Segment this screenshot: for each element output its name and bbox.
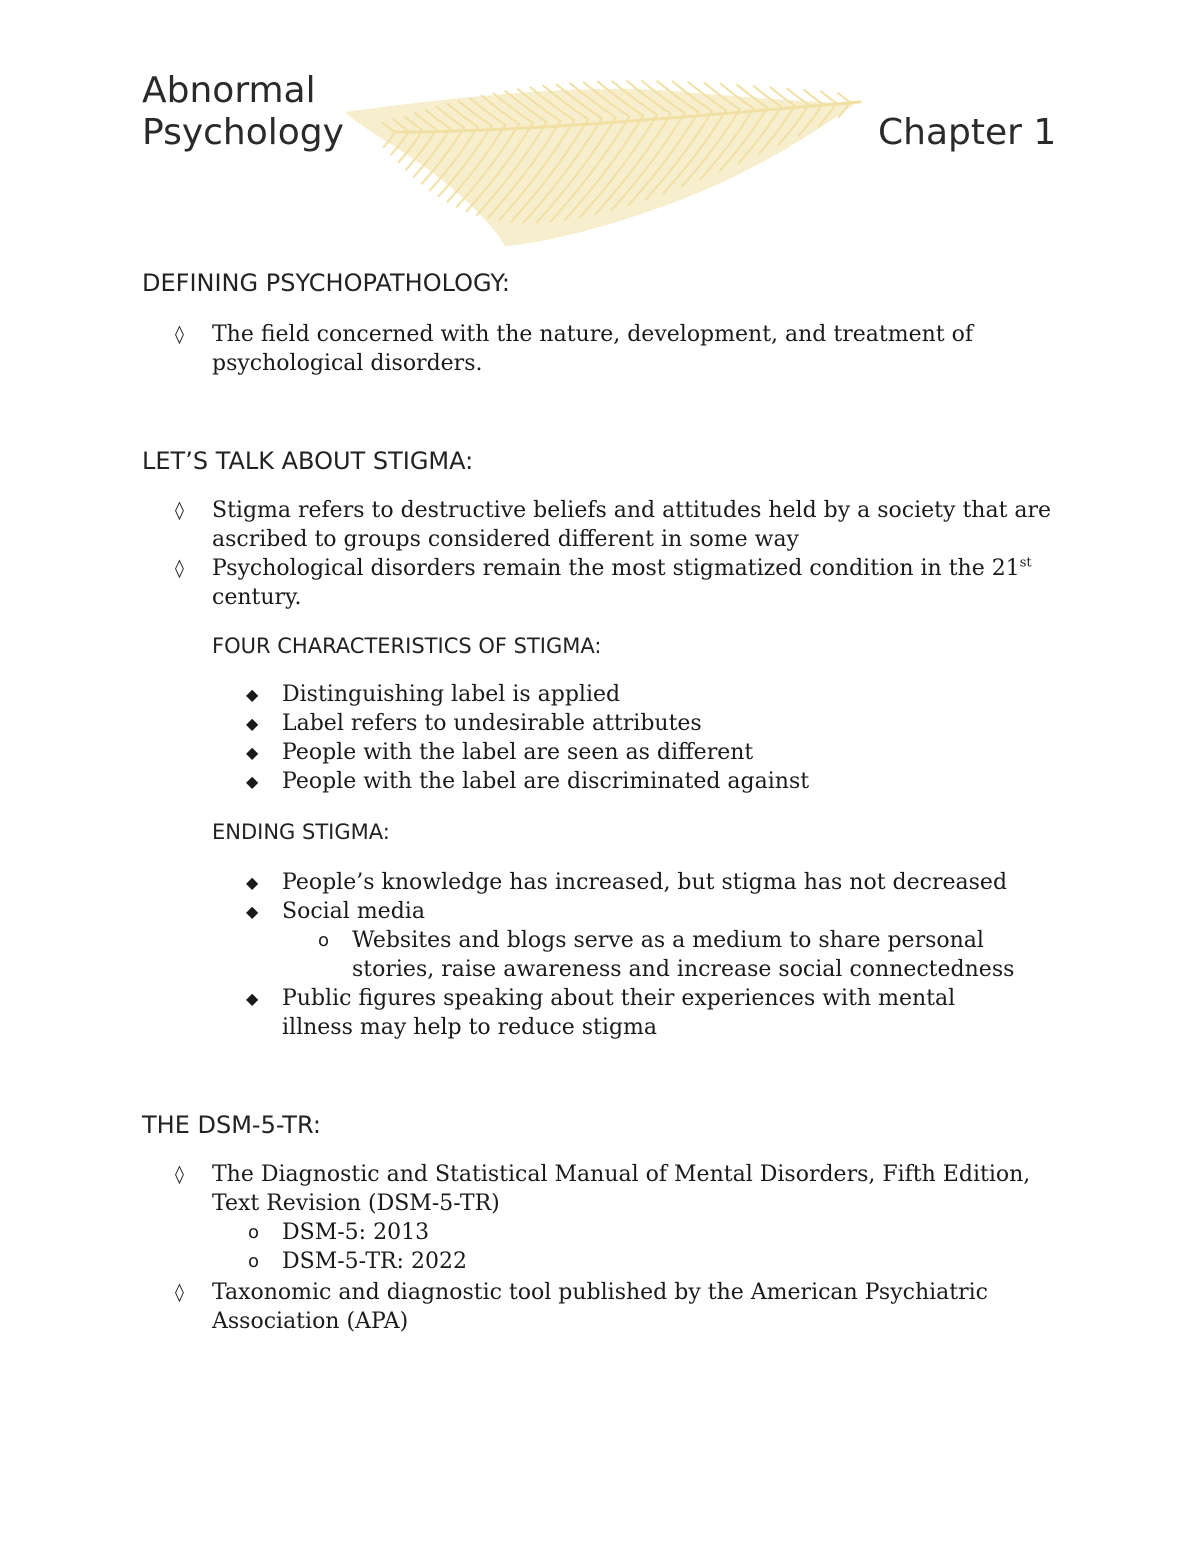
list-item-text: DSM-5-TR: 2022	[282, 1249, 467, 1274]
characteristics-list	[142, 680, 1082, 796]
list-item-text: Stigma refers to destructive beliefs and attitudes held by a society that are ascribed to groups considered different in some way	[212, 498, 1052, 552]
diamond-filled-bullet-icon: ◆	[246, 685, 259, 704]
dsm-list-continued	[142, 1278, 1082, 1336]
diamond-outline-bullet-icon: ◊	[175, 324, 184, 345]
list-item	[142, 709, 1082, 738]
diamond-filled-bullet-icon: ◆	[246, 902, 259, 921]
list-item-text: Taxonomic and diagnostic tool published by the American Psychiatric Association (APA)	[212, 1280, 988, 1334]
list-item-text: Label refers to undesirable attributes	[282, 711, 702, 736]
circle-bullet-icon: o	[248, 1222, 260, 1243]
diamond-filled-bullet-icon: ◆	[246, 772, 259, 791]
title-line-1: Abnormal	[142, 70, 316, 111]
feather-decoration-icon	[335, 62, 865, 252]
list-item-text: The field concerned with the nature, development, and treatment of psychological disorders.	[212, 322, 973, 376]
chapter-label: Chapter 1	[878, 112, 1057, 153]
title-line-2: Psychology	[142, 112, 344, 153]
diamond-filled-bullet-icon: ◆	[246, 873, 259, 892]
subsection-heading-four-characteristics: FOUR CHARACTERISTICS OF STIGMA:	[212, 634, 602, 658]
list-item-text: People with the label are discriminated against	[282, 769, 810, 794]
social-media-sublist	[142, 926, 1082, 984]
list-item-text: People with the label are seen as different	[282, 740, 754, 765]
list-item	[142, 868, 1082, 897]
list-item	[142, 897, 1082, 926]
diamond-filled-bullet-icon: ◆	[246, 989, 259, 1008]
diamond-outline-bullet-icon: ◊	[175, 1164, 184, 1185]
document-body	[142, 268, 1082, 1336]
list-item	[142, 1160, 1052, 1218]
diamond-outline-bullet-icon: ◊	[175, 558, 184, 579]
list-item	[142, 1278, 1082, 1336]
stigma-list	[142, 496, 1082, 612]
section-heading-dsm: THE DSM-5-TR:	[142, 1111, 321, 1139]
list-item	[142, 984, 1022, 1042]
list-item	[142, 1247, 1082, 1276]
list-item	[142, 738, 1082, 767]
list-item-text: Social media	[282, 899, 425, 924]
section-heading-psychopathology: DEFINING PSYCHOPATHOLOGY:	[142, 269, 510, 297]
list-item-text-end: century.	[212, 585, 302, 610]
list-item-text: DSM-5: 2013	[282, 1220, 430, 1245]
list-item	[142, 926, 1032, 984]
dsm-list	[142, 1160, 1082, 1218]
ending-stigma-list	[142, 868, 1082, 926]
list-item-text: Distinguishing label is applied	[282, 682, 621, 707]
list-item	[142, 320, 1082, 378]
circle-bullet-icon: o	[318, 930, 330, 951]
subsection-heading-ending-stigma: ENDING STIGMA:	[212, 820, 390, 844]
list-item-text: Public figures speaking about their experiences with mental illness may help to reduce stigma	[282, 986, 956, 1040]
ending-stigma-list-continued	[142, 984, 1082, 1042]
list-item	[142, 680, 1082, 709]
diamond-filled-bullet-icon: ◆	[246, 714, 259, 733]
list-item	[142, 767, 1082, 796]
list-item-text: The Diagnostic and Statistical Manual of Mental Disorders, Fifth Edition, Text Revision (DSM-5-TR)	[212, 1162, 1031, 1216]
diamond-outline-bullet-icon: ◊	[175, 500, 184, 521]
list-item	[142, 1218, 1082, 1247]
dsm-versions-sublist	[142, 1218, 1082, 1276]
circle-bullet-icon: o	[248, 1251, 260, 1272]
list-item-text: People’s knowledge has increased, but stigma has not decreased	[282, 870, 1008, 895]
list-item-text: Websites and blogs serve as a medium to share personal stories, raise awareness and increase social connectedness	[352, 928, 1015, 982]
list-item	[142, 496, 1082, 554]
list-item	[142, 554, 1082, 612]
ordinal-suffix: st	[1019, 555, 1032, 571]
section-heading-stigma: LET’S TALK ABOUT STIGMA:	[142, 447, 474, 475]
list-item-text	[212, 556, 1032, 610]
diamond-filled-bullet-icon: ◆	[246, 743, 259, 762]
psychopathology-list	[142, 320, 1082, 378]
list-item-text-main: Psychological disorders remain the most stigmatized condition in the 21	[212, 556, 1020, 581]
diamond-outline-bullet-icon: ◊	[175, 1282, 184, 1303]
